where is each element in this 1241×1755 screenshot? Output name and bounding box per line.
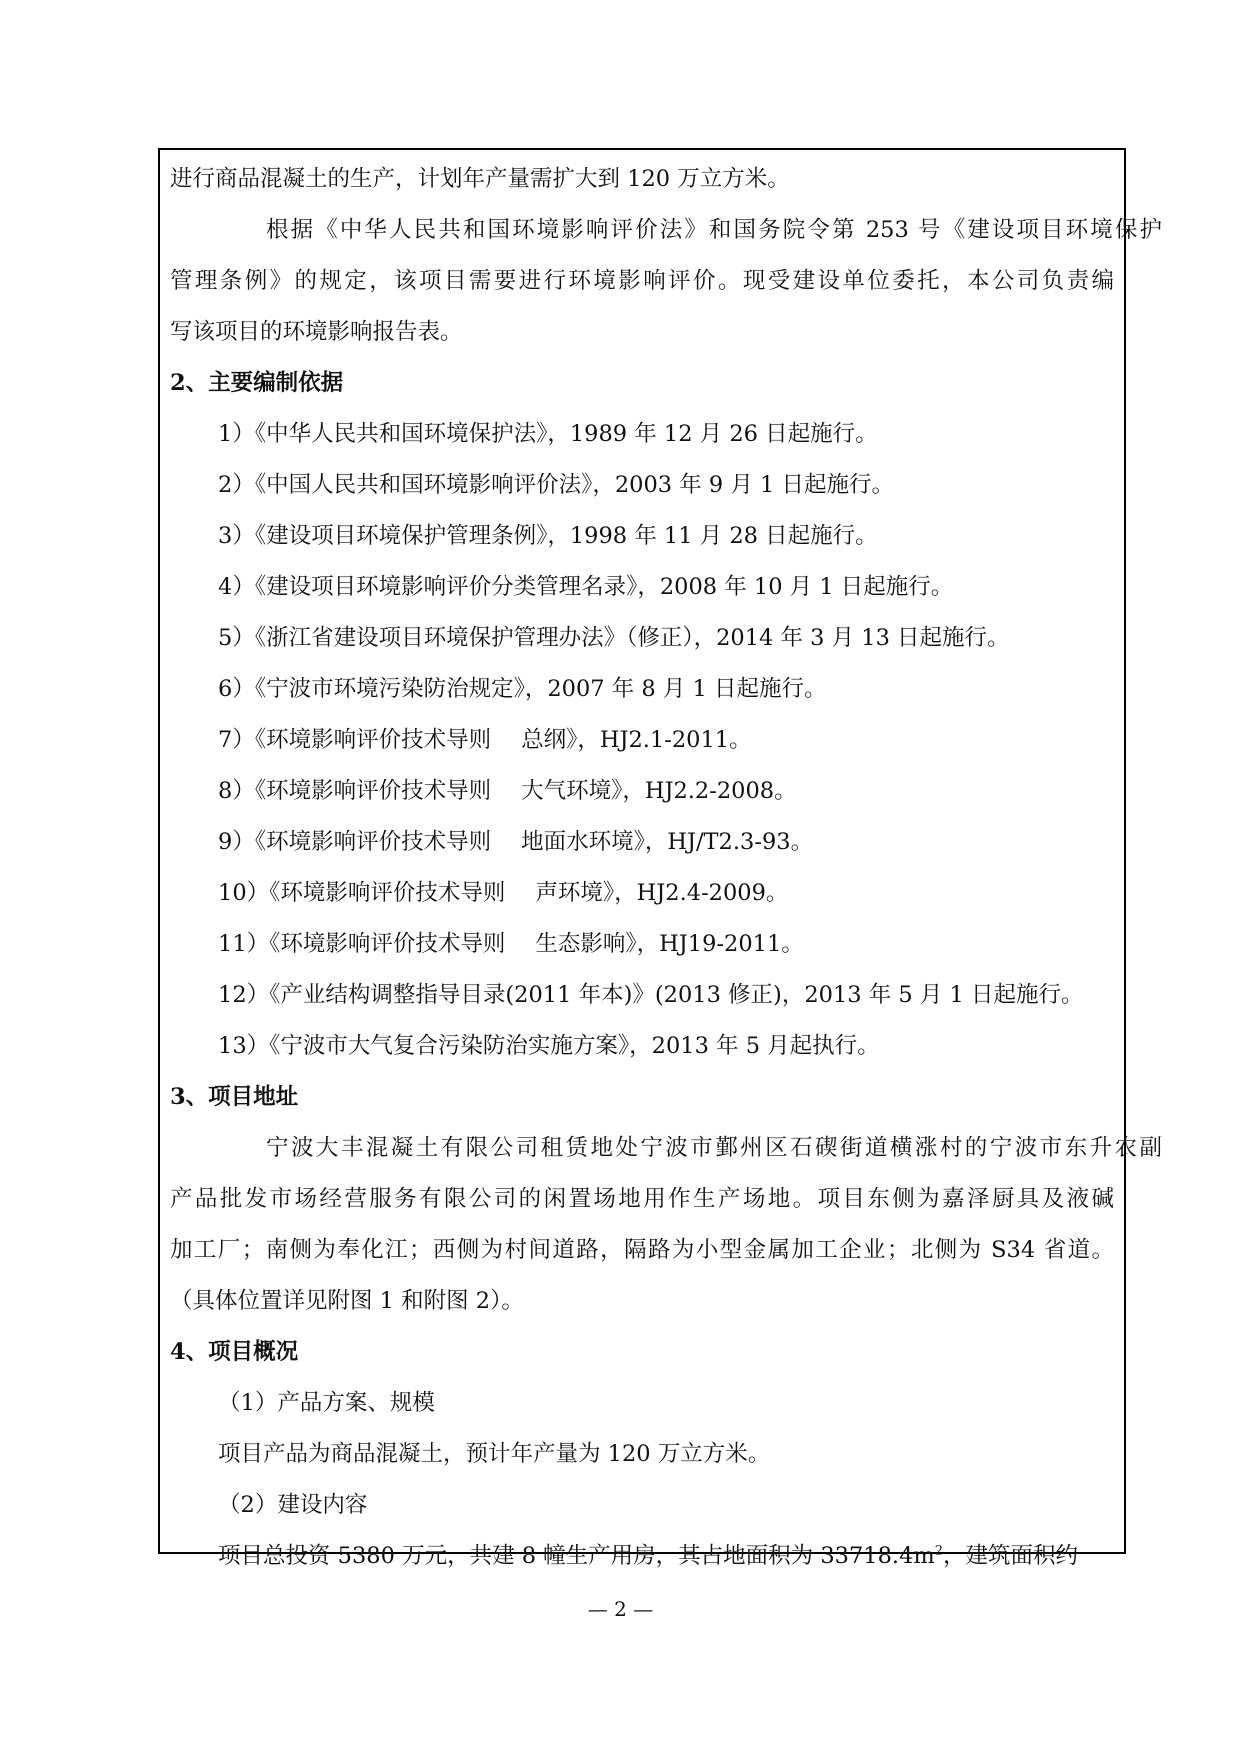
reference-suffix: 总纲》，HJ2.1-2011。 <box>521 727 752 753</box>
reference-prefix: 11）《环境影响评价技术导则 <box>218 931 506 957</box>
reference-suffix: 声环境》，HJ2.4-2009。 <box>535 880 789 906</box>
address-line <box>170 1225 1120 1276</box>
subsection-title: （2）建设内容 <box>218 1492 368 1518</box>
section-heading: 4、项目概况 <box>170 1339 299 1365</box>
intro-para-line <box>170 256 1120 307</box>
address-text: 产品批发市场经营服务有限公司的闲置场地用作生产场地。项目东侧为嘉泽厨具及液碱 <box>170 1186 1114 1212</box>
address-line <box>170 1123 1162 1174</box>
address-text: 加工厂；南侧为奉化江；西侧为村间道路，隔路为小型金属加工企业；北侧为 S34 省道。 <box>170 1237 1114 1263</box>
reference-suffix: 生态影响》，HJ19-2011。 <box>535 931 804 957</box>
area-unit-superscript: 2 <box>934 1543 943 1559</box>
reference-item: 5）《浙江省建设项目环境保护管理办法》（修正），2014 年 3 月 13 日起施行。 <box>218 625 1010 651</box>
intro-para-line <box>170 205 1162 256</box>
reference-item: 4）《建设项目环境影响评价分类管理名录》，2008 年 10 月 1 日起施行。 <box>218 574 954 600</box>
intro-para-text: 管理条例》的规定，该项目需要进行环境影响评价。现受建设单位委托，本公司负责编 <box>170 268 1114 294</box>
reference-item <box>170 919 1120 970</box>
reference-prefix: 10）《环境影响评价技术导则 <box>218 880 506 906</box>
section-heading: 3、项目地址 <box>170 1084 299 1110</box>
reference-item: 2）《中国人民共和国环境影响评价法》，2003 年 9 月 1 日起施行。 <box>218 472 894 498</box>
reference-item <box>170 715 1120 766</box>
reference-item: 13）《宁波市大气复合污染防治实施方案》，2013 年 5 月起执行。 <box>218 1033 880 1059</box>
section-heading: 2、主要编制依据 <box>170 370 344 396</box>
reference-item <box>170 817 1120 868</box>
document-body <box>170 154 1162 1582</box>
reference-suffix: 大气环境》，HJ2.2-2008。 <box>521 778 797 804</box>
address-line: （具体位置详见附图 1 和附图 2）。 <box>170 1288 524 1314</box>
reference-item <box>170 766 1120 817</box>
subsection-text: 项目产品为商品混凝土，预计年产量为 120 万立方米。 <box>218 1441 771 1467</box>
address-line <box>170 1174 1120 1225</box>
reference-item: 3）《建设项目环境保护管理条例》，1998 年 11 月 28 日起施行。 <box>218 523 878 549</box>
reference-suffix: 地面水环境》，HJ/T2.3-93。 <box>521 829 814 855</box>
investment-text: 项目总投资 5380 万元，共建 8 幢生产用房，其占地面积为 33718.4m <box>218 1543 935 1569</box>
intro-para-line: 写该项目的环境影响报告表。 <box>170 319 463 345</box>
intro-line: 进行商品混凝土的生产，计划年产量需扩大到 120 万立方米。 <box>170 166 790 192</box>
reference-prefix: 9）《环境影响评价技术导则 <box>218 829 492 855</box>
investment-text-tail: ，建筑面积约 <box>943 1543 1079 1569</box>
intro-para-text: 根据《中华人民共和国环境影响评价法》和国务院令第 253 号《建设项目环境保护 <box>266 217 1162 243</box>
reference-item: 6）《宁波市环境污染防治规定》，2007 年 8 月 1 日起施行。 <box>218 676 827 702</box>
address-text: 宁波大丰混凝土有限公司租赁地处宁波市鄞州区石碶街道横涨村的宁波市东升农副 <box>266 1135 1162 1161</box>
reference-item <box>170 868 1120 919</box>
reference-item: 12）《产业结构调整指导目录(2011 年本)》(2013 修正)，2013 年 5 月 1 日起施行。 <box>218 982 1084 1008</box>
reference-prefix: 7）《环境影响评价技术导则 <box>218 727 492 753</box>
subsection-text <box>170 1531 1120 1582</box>
reference-prefix: 8）《环境影响评价技术导则 <box>218 778 492 804</box>
page-number: — 2 — <box>587 1597 654 1621</box>
subsection-title: （1）产品方案、规模 <box>218 1390 435 1416</box>
reference-item: 1）《中华人民共和国环境保护法》，1989 年 12 月 26 日起施行。 <box>218 421 878 447</box>
